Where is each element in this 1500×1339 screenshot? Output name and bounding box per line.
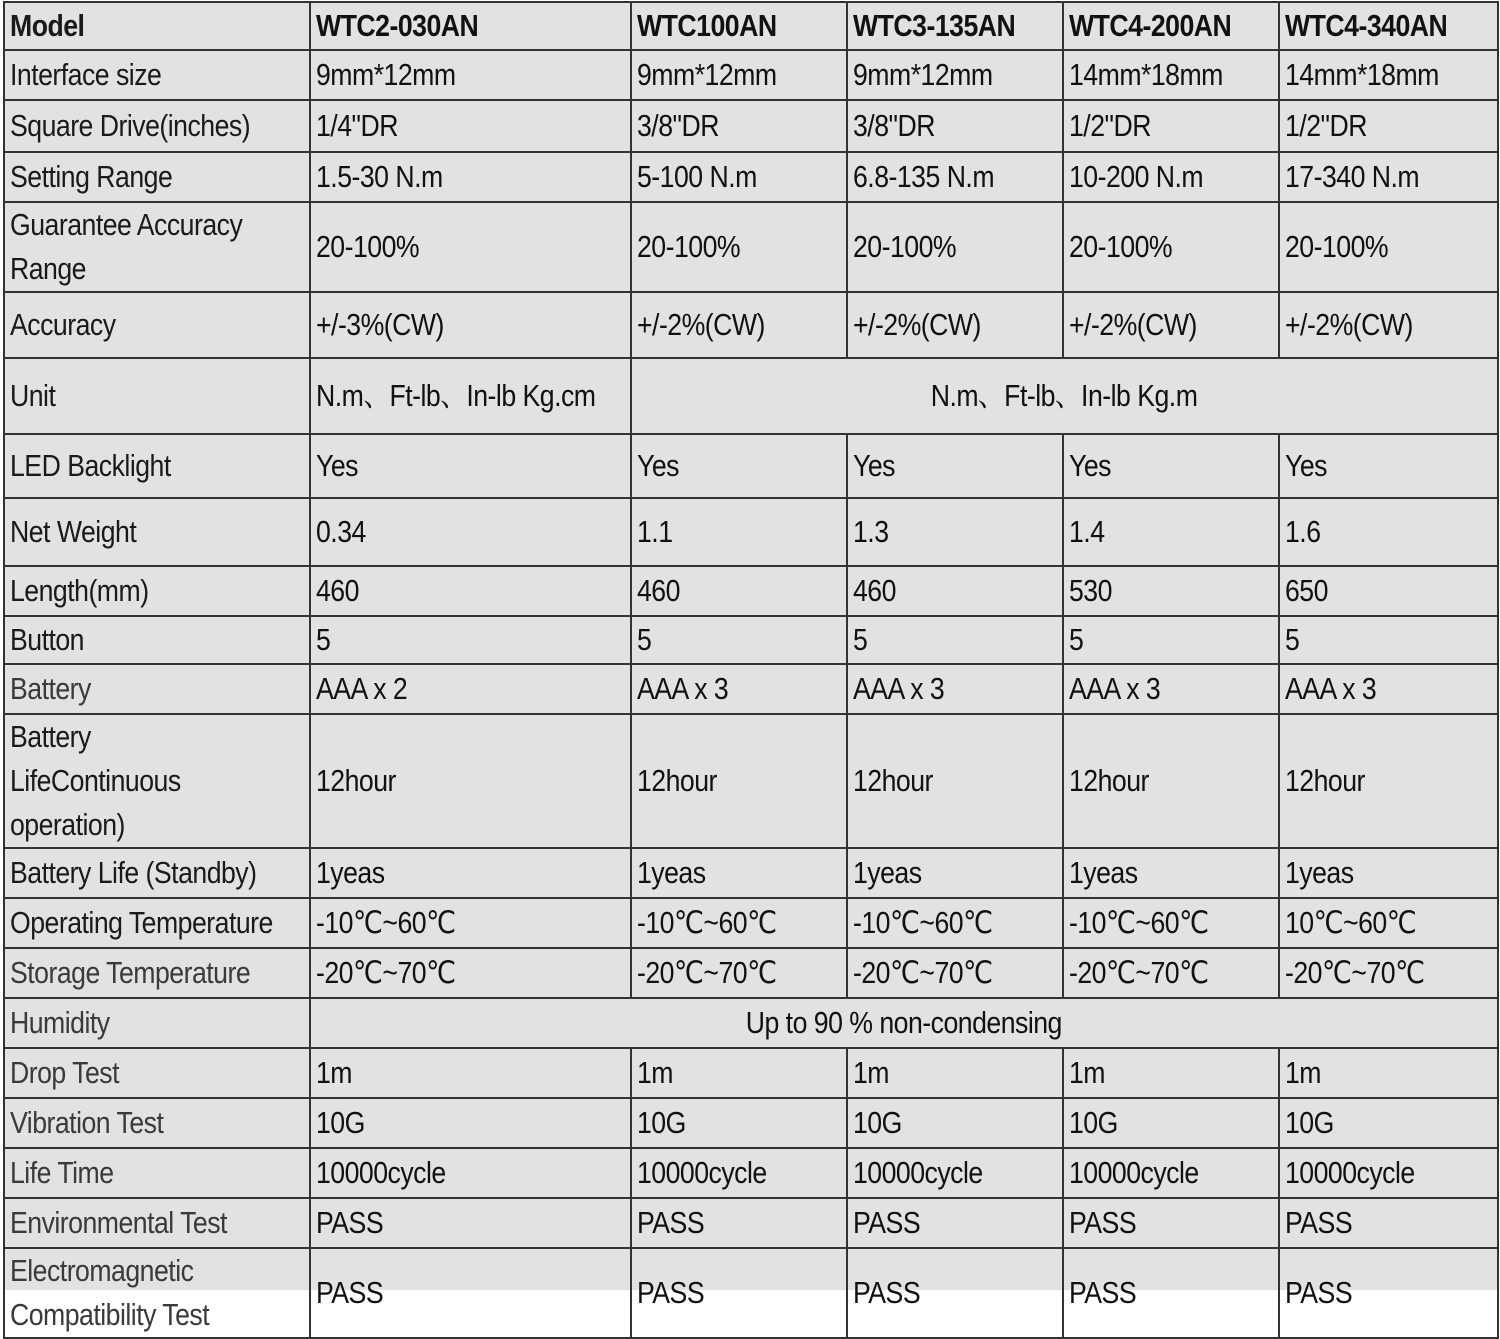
table-cell: -10℃~60℃ xyxy=(631,898,847,948)
table-cell: AAA x 2 xyxy=(310,664,631,714)
row-label: Guarantee Accuracy Range xyxy=(4,202,310,292)
table-cell: Yes xyxy=(631,434,847,498)
row-label: Net Weight xyxy=(4,498,310,566)
table-cell: +/-2%(CW) xyxy=(847,292,1063,358)
table-cell: PASS xyxy=(310,1248,631,1338)
table-cell: 460 xyxy=(631,566,847,616)
table-cell: PASS xyxy=(310,1198,631,1248)
table-cell: Yes xyxy=(1279,434,1498,498)
table-row xyxy=(4,498,1498,566)
header-cell-model-4: WTC4-200AN xyxy=(1063,2,1279,50)
table-cell: 650 xyxy=(1279,566,1498,616)
table-cell: 14mm*18mm xyxy=(1279,50,1498,100)
table-cell: PASS xyxy=(847,1198,1063,1248)
row-label: LED Backlight xyxy=(4,434,310,498)
table-cell: AAA x 3 xyxy=(1279,664,1498,714)
table-cell: 10000cycle xyxy=(847,1148,1063,1198)
table-cell: 1.6 xyxy=(1279,498,1498,566)
header-cell-model: Model xyxy=(4,2,310,50)
row-label: Environmental Test xyxy=(4,1198,310,1248)
table-cell: 10000cycle xyxy=(631,1148,847,1198)
table-cell: PASS xyxy=(847,1248,1063,1338)
row-label: Unit xyxy=(4,358,310,434)
table-cell: 530 xyxy=(1063,566,1279,616)
table-row xyxy=(4,1148,1498,1198)
table-cell: 5 xyxy=(847,616,1063,664)
table-row xyxy=(4,1198,1498,1248)
table-cell: 12hour xyxy=(310,714,631,848)
table-cell: 5 xyxy=(631,616,847,664)
table-cell: +/-2%(CW) xyxy=(631,292,847,358)
table-cell: AAA x 3 xyxy=(1063,664,1279,714)
table-cell: 20-100% xyxy=(847,202,1063,292)
row-label: Square Drive(inches) xyxy=(4,100,310,152)
table-cell: 1.4 xyxy=(1063,498,1279,566)
table-row xyxy=(4,848,1498,898)
table-row xyxy=(4,1248,1498,1338)
table-row xyxy=(4,898,1498,948)
table-row xyxy=(4,616,1498,664)
row-label: Setting Range xyxy=(4,152,310,202)
table-cell: 9mm*12mm xyxy=(310,50,631,100)
table-cell: 1yeas xyxy=(1063,848,1279,898)
table-cell: +/-3%(CW) xyxy=(310,292,631,358)
table-cell: AAA x 3 xyxy=(631,664,847,714)
table-cell: 10000cycle xyxy=(1063,1148,1279,1198)
table-cell: 1m xyxy=(1279,1048,1498,1098)
row-label: Electromagnetic Compatibility Test xyxy=(4,1248,310,1338)
table-cell: N.m、Ft-lb、In-lb Kg.cm xyxy=(310,358,631,434)
row-label: Button xyxy=(4,616,310,664)
table-cell: 5-100 N.m xyxy=(631,152,847,202)
table-cell: PASS xyxy=(1279,1198,1498,1248)
row-label: Vibration Test xyxy=(4,1098,310,1148)
row-label: Storage Temperature xyxy=(4,948,310,998)
table-cell: 1/2"DR xyxy=(1063,100,1279,152)
table-cell: 1/2"DR xyxy=(1279,100,1498,152)
table-cell: 17-340 N.m xyxy=(1279,152,1498,202)
table-row xyxy=(4,358,1498,434)
table-cell: 10G xyxy=(310,1098,631,1148)
table-cell: 20-100% xyxy=(310,202,631,292)
table-cell: 10G xyxy=(847,1098,1063,1148)
table-row xyxy=(4,1048,1498,1098)
table-cell: 20-100% xyxy=(1279,202,1498,292)
table-row xyxy=(4,100,1498,152)
table-row xyxy=(4,714,1498,848)
table-row xyxy=(4,202,1498,292)
table-cell: 1.5-30 N.m xyxy=(310,152,631,202)
table-cell: 20-100% xyxy=(631,202,847,292)
row-label: Battery xyxy=(4,664,310,714)
table-cell: -10℃~60℃ xyxy=(847,898,1063,948)
table-cell: -20℃~70℃ xyxy=(1063,948,1279,998)
row-label: Life Time xyxy=(4,1148,310,1198)
row-label: Accuracy xyxy=(4,292,310,358)
header-cell-model-5: WTC4-340AN xyxy=(1279,2,1498,50)
header-cell-model-2: WTC100AN xyxy=(631,2,847,50)
table-cell: 460 xyxy=(847,566,1063,616)
table-cell: 0.34 xyxy=(310,498,631,566)
table-cell: 3/8"DR xyxy=(847,100,1063,152)
table-cell: 1m xyxy=(631,1048,847,1098)
spec-table-container xyxy=(3,1,1497,1332)
table-cell: 12hour xyxy=(847,714,1063,848)
table-cell: Yes xyxy=(1063,434,1279,498)
table-cell: 1.1 xyxy=(631,498,847,566)
table-cell: 10-200 N.m xyxy=(1063,152,1279,202)
table-cell: -10℃~60℃ xyxy=(1063,898,1279,948)
table-cell: 1.3 xyxy=(847,498,1063,566)
table-cell: 12hour xyxy=(1279,714,1498,848)
table-cell: +/-2%(CW) xyxy=(1063,292,1279,358)
table-cell: 10G xyxy=(631,1098,847,1148)
table-cell: -20℃~70℃ xyxy=(310,948,631,998)
table-row xyxy=(4,664,1498,714)
table-cell: 10000cycle xyxy=(310,1148,631,1198)
row-label: Drop Test xyxy=(4,1048,310,1098)
row-label: Battery Life (Standby) xyxy=(4,848,310,898)
table-row xyxy=(4,292,1498,358)
table-cell: 1m xyxy=(1063,1048,1279,1098)
table-cell: -10℃~60℃ xyxy=(310,898,631,948)
spec-table xyxy=(3,1,1499,1339)
table-cell: PASS xyxy=(1063,1248,1279,1338)
table-cell: 14mm*18mm xyxy=(1063,50,1279,100)
table-cell: -20℃~70℃ xyxy=(631,948,847,998)
table-cell: 1m xyxy=(310,1048,631,1098)
table-cell: 5 xyxy=(1063,616,1279,664)
row-label: Humidity xyxy=(4,998,310,1048)
row-label: Interface size xyxy=(4,50,310,100)
table-cell: 1/4"DR xyxy=(310,100,631,152)
table-cell: 1m xyxy=(847,1048,1063,1098)
table-cell: 460 xyxy=(310,566,631,616)
header-cell-model-3: WTC3-135AN xyxy=(847,2,1063,50)
table-cell: 5 xyxy=(1279,616,1498,664)
table-cell: 9mm*12mm xyxy=(631,50,847,100)
table-row xyxy=(4,152,1498,202)
row-label: Battery LifeContinuous operation) xyxy=(4,714,310,848)
table-cell: PASS xyxy=(1279,1248,1498,1338)
table-cell: 1yeas xyxy=(1279,848,1498,898)
table-cell: 3/8"DR xyxy=(631,100,847,152)
table-cell: 5 xyxy=(310,616,631,664)
row-label: Operating Temperature xyxy=(4,898,310,948)
table-cell: 12hour xyxy=(631,714,847,848)
table-cell: PASS xyxy=(631,1248,847,1338)
table-cell: 10G xyxy=(1063,1098,1279,1148)
table-cell: 1yeas xyxy=(847,848,1063,898)
table-row xyxy=(4,566,1498,616)
table-cell: -20℃~70℃ xyxy=(1279,948,1498,998)
table-cell: Yes xyxy=(847,434,1063,498)
table-row xyxy=(4,998,1498,1048)
header-row xyxy=(4,2,1498,50)
table-cell: PASS xyxy=(1063,1198,1279,1248)
table-cell-merged: Up to 90 % non-condensing xyxy=(310,998,1498,1048)
table-cell-merged: N.m、Ft-lb、In-lb Kg.m xyxy=(631,358,1498,434)
table-cell: 1yeas xyxy=(631,848,847,898)
table-cell: Yes xyxy=(310,434,631,498)
table-row xyxy=(4,1098,1498,1148)
table-cell: 12hour xyxy=(1063,714,1279,848)
table-cell: PASS xyxy=(631,1198,847,1248)
table-cell: 6.8-135 N.m xyxy=(847,152,1063,202)
header-cell-model-1: WTC2-030AN xyxy=(310,2,631,50)
table-cell: 10℃~60℃ xyxy=(1279,898,1498,948)
table-cell: 10000cycle xyxy=(1279,1148,1498,1198)
table-cell: 10G xyxy=(1279,1098,1498,1148)
table-row xyxy=(4,948,1498,998)
table-cell: +/-2%(CW) xyxy=(1279,292,1498,358)
table-cell: 20-100% xyxy=(1063,202,1279,292)
table-row xyxy=(4,434,1498,498)
table-cell: -20℃~70℃ xyxy=(847,948,1063,998)
table-cell: 9mm*12mm xyxy=(847,50,1063,100)
table-cell: 1yeas xyxy=(310,848,631,898)
row-label: Length(mm) xyxy=(4,566,310,616)
table-row xyxy=(4,50,1498,100)
table-cell: AAA x 3 xyxy=(847,664,1063,714)
